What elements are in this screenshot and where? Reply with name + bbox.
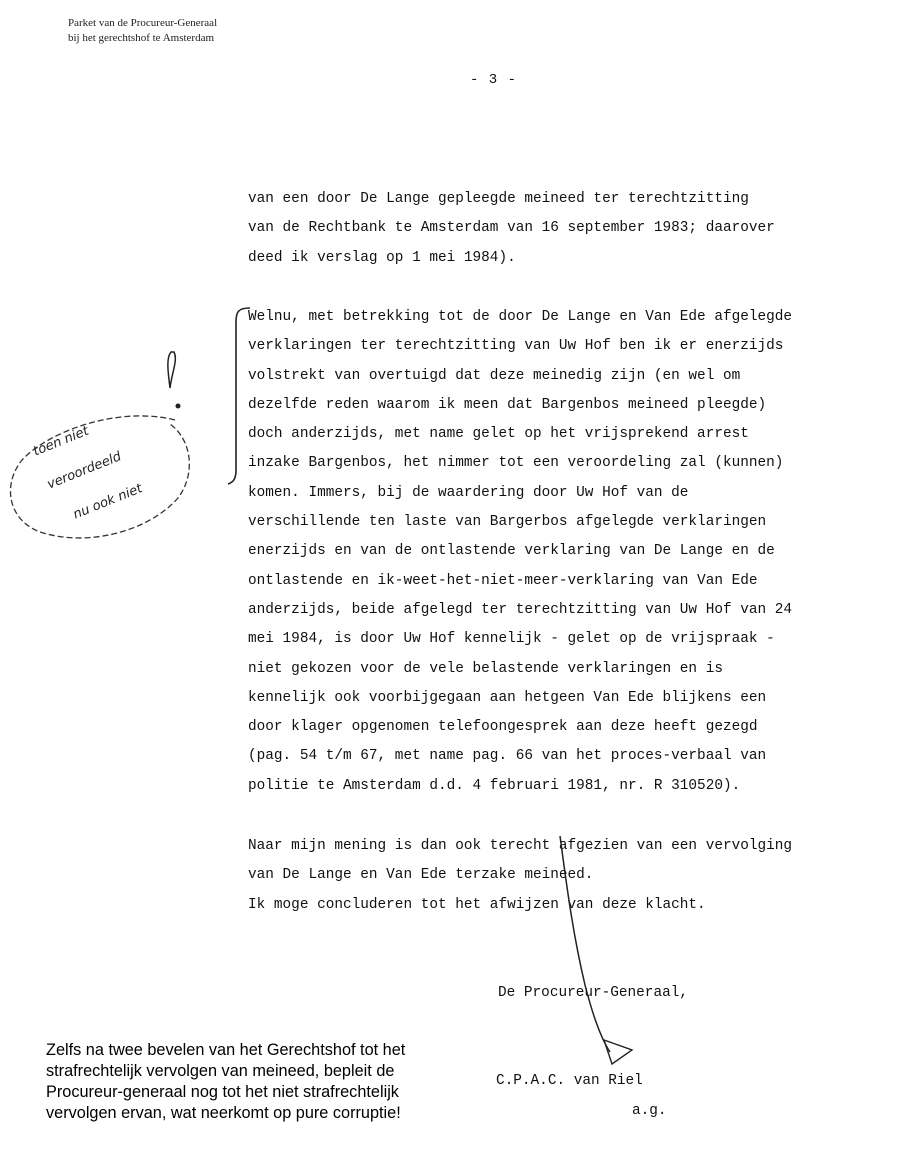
signatory-suffix: a.g. [632, 1103, 667, 1119]
text-line: kennelijk ook voorbijgegaan aan hetgeen Van Ede blijkens een [248, 689, 767, 706]
page-number: - 3 - [470, 72, 518, 88]
margin-bracket [228, 308, 250, 484]
text-line: van De Lange en Van Ede terzake meineed. [248, 867, 594, 884]
text-line: inzake Bargenbos, het nimmer tot een veroordeling zal (kunnen) [248, 455, 784, 472]
text-line: verklaringen ter terechtzitting van Uw Hof ben ik er enerzijds [248, 338, 784, 355]
note-circle [10, 416, 189, 538]
text-line: volstrekt van overtuigd dat deze meinedig zijn (en wel om [248, 367, 741, 384]
handwritten-note-line-2: veroordeeld [45, 449, 124, 493]
text-line: anderzijds, beide afgelegd ter terechtzitting van Uw Hof van 24 [248, 601, 793, 618]
caption-note: Zelfs na twee bevelen van het Gerechtshof tot het strafrechtelijk vervolgen van meineed, bepleit de Procureur-generaal nog tot het niet strafrechtelijk vervolgen ervan, wat neerkomt op pure corruptie! [46, 1041, 406, 1122]
text-line: politie te Amsterdam d.d. 4 februari 1981, nr. R 310520). [248, 777, 741, 794]
handwritten-note-line-3: nu ook niet [71, 481, 145, 523]
text-line: dezelfde reden waarom ik meen dat Bargenbos meineed pleegde) [248, 396, 767, 413]
paragraph-1 [248, 185, 868, 273]
text-line: mei 1984, is door Uw Hof kennelijk - gelet op de vrijspraak - [248, 631, 775, 648]
closing-salutation: De Procureur-Generaal, [498, 985, 688, 1001]
text-line: doch anderzijds, met name gelet op het vrijsprekend arrest [248, 426, 749, 443]
exclamation-dot-icon [176, 404, 181, 409]
text-line: van een door De Lange gepleegde meineed ter terechtzitting [248, 191, 749, 207]
text-line: Naar mijn mening is dan ook terecht afgezien van een vervolging [248, 838, 793, 854]
text-line: deed ik verslag op 1 mei 1984). [248, 249, 516, 266]
signatory-name: C.P.A.C. van Riel [496, 1073, 643, 1089]
letterhead-line-1: Parket van de Procureur-Generaal [68, 17, 218, 29]
text-line: komen. Immers, bij de waardering door Uw Hof van de [248, 484, 689, 501]
text-line: verschillende ten laste van Bargerbos afgelegde verklaringen [248, 514, 767, 531]
paragraph-3 [248, 832, 868, 920]
signature-arrowhead-icon [604, 1040, 632, 1064]
handwritten-note-line-1: toen niet [31, 423, 91, 460]
text-line: enerzijds en van de ontlastende verklaring van De Lange en de [248, 543, 775, 560]
text-line: Ik moge concluderen tot het afwijzen van deze klacht. [248, 896, 706, 913]
text-line: ontlastende en ik-weet-het-niet-meer-verklaring van Van Ede [248, 572, 758, 589]
text-line: door klager opgenomen telefoongesprek aan deze heeft gezegd [248, 719, 758, 736]
paragraph-2 [248, 303, 868, 801]
text-line: (pag. 54 t/m 67, met name pag. 66 van het proces-verbaal van [248, 748, 767, 765]
letterhead [68, 16, 217, 46]
text-line: niet gekozen voor de vele belastende verklaringen en is [248, 660, 723, 677]
text-line: Welnu, met betrekking tot de door De Lange en Van Ede afgelegde [248, 309, 793, 325]
letterhead-line-2: bij het gerechtshof te Amsterdam [68, 32, 215, 44]
text-line: van de Rechtbank te Amsterdam van 16 september 1983; daarover [248, 220, 775, 237]
exclamation-mark-icon [168, 352, 175, 388]
